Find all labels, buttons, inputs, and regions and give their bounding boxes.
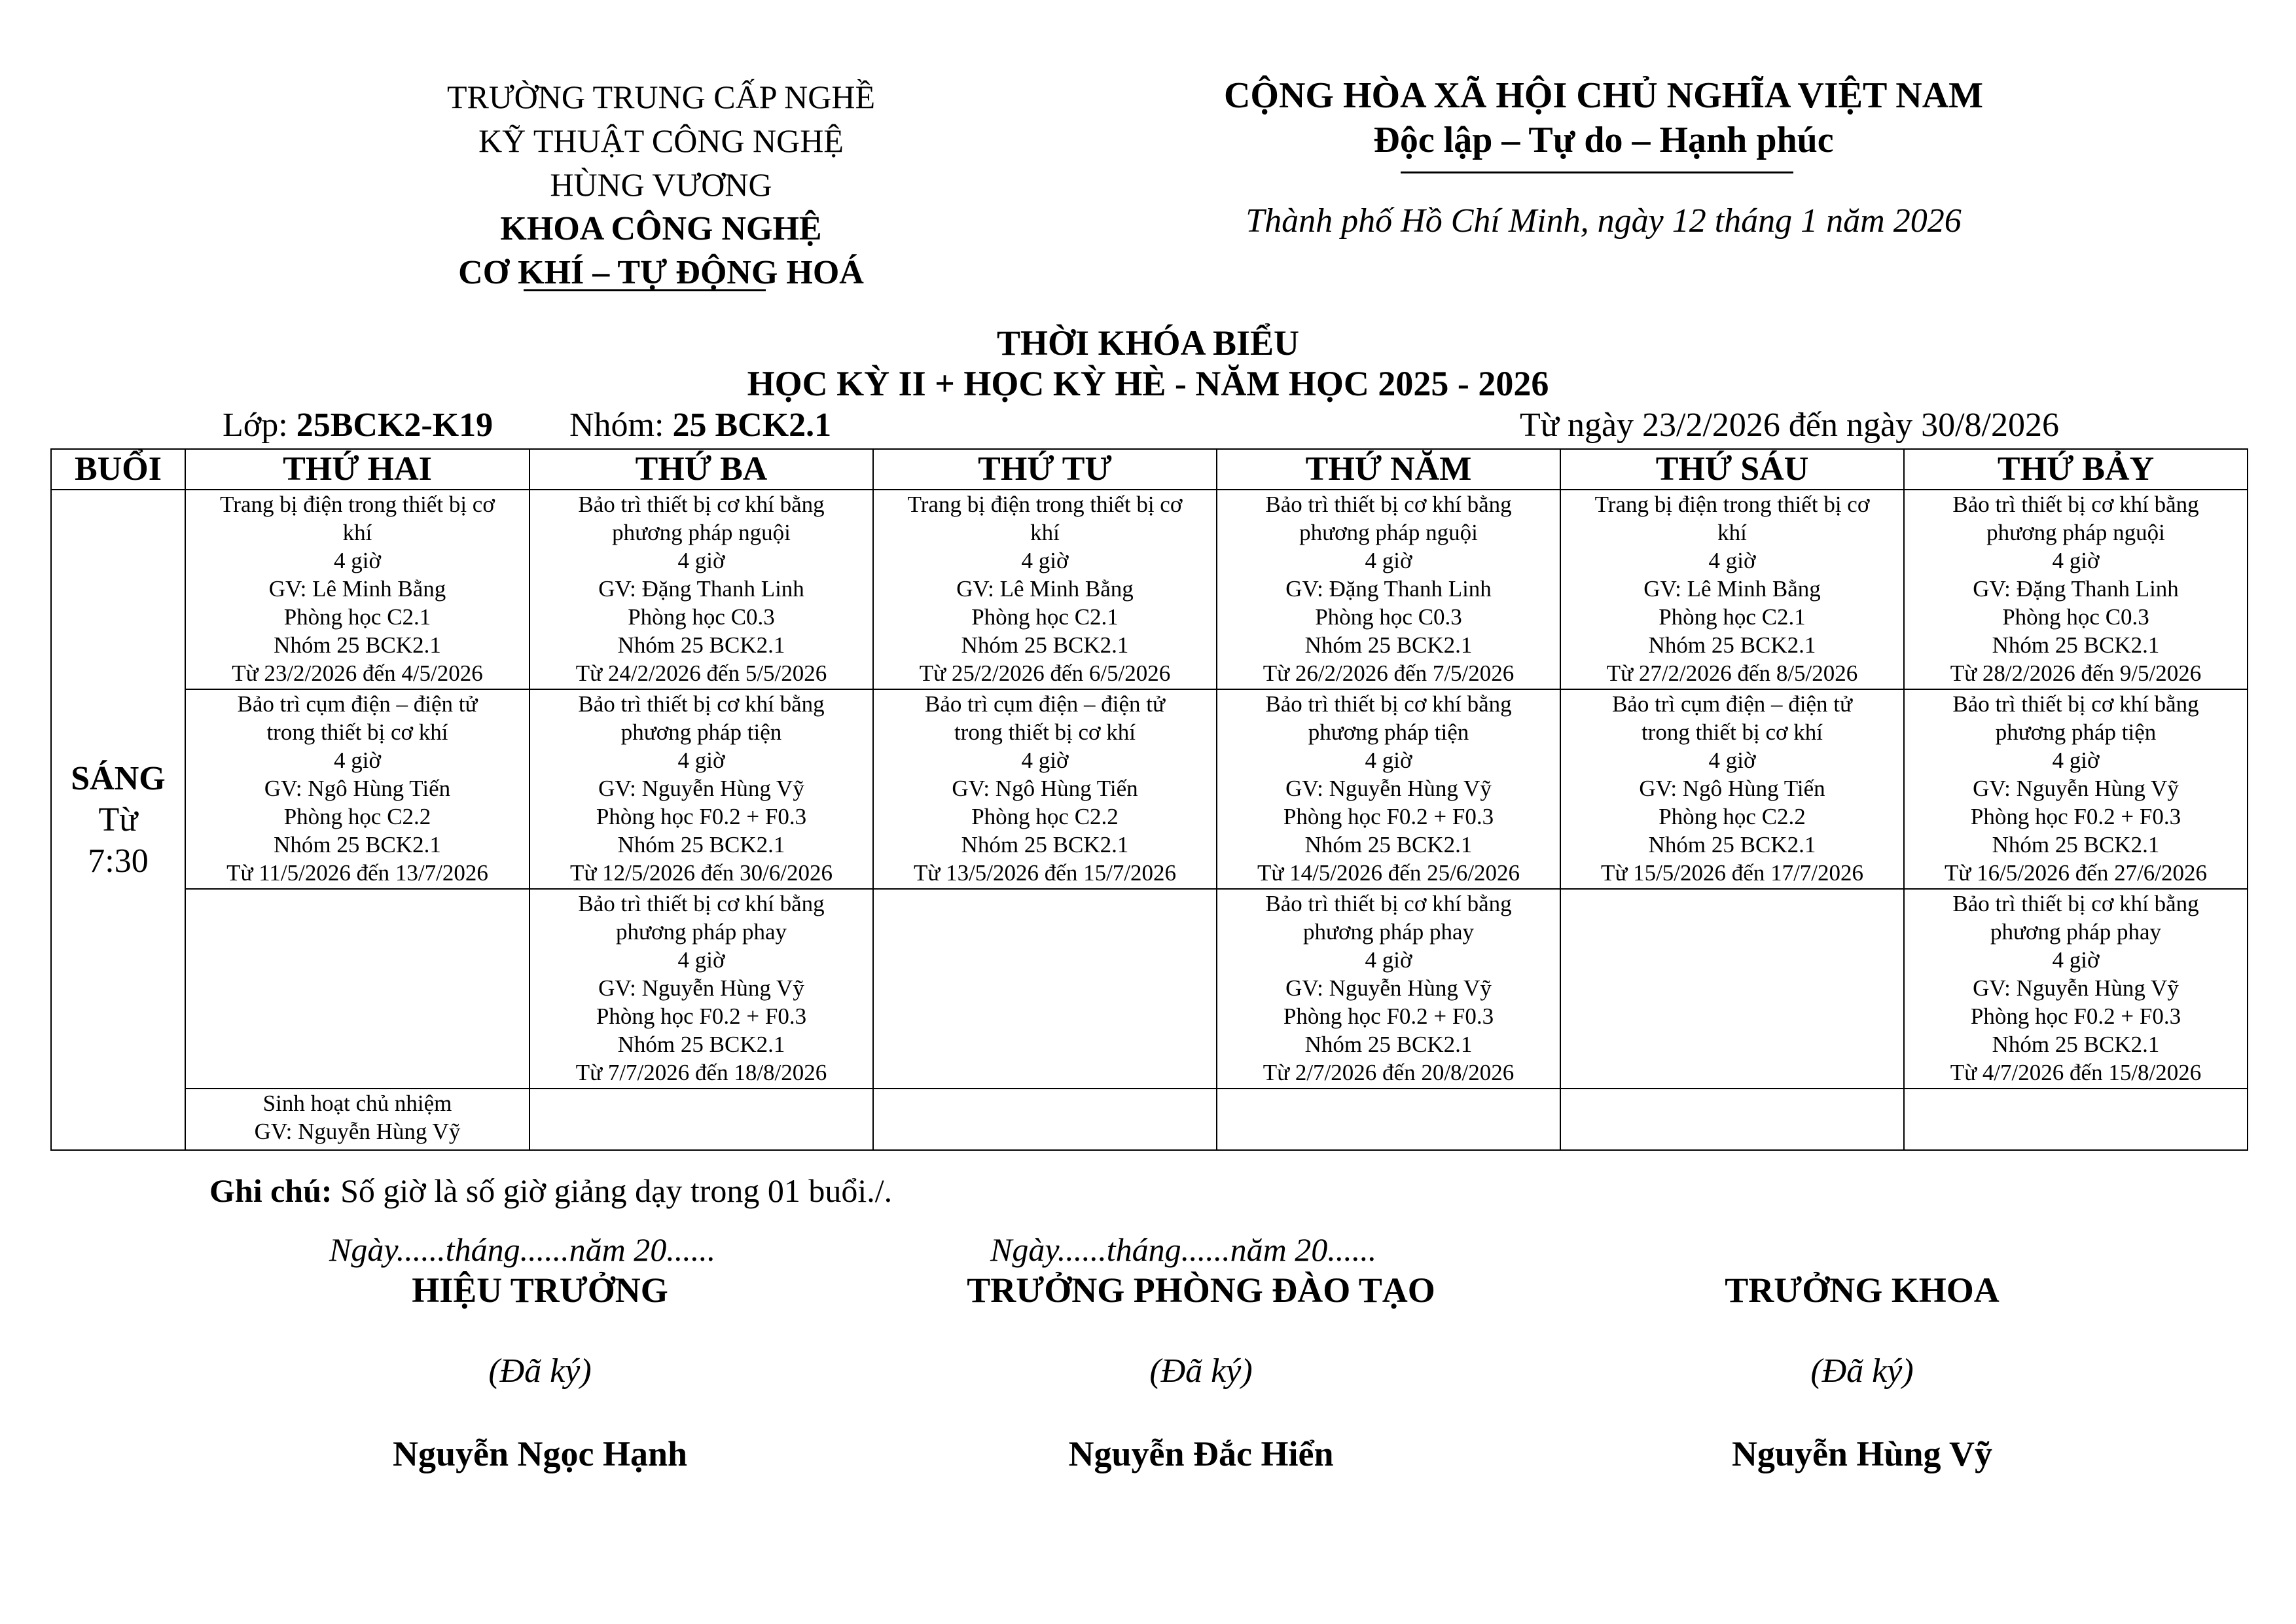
- schedule-cell-thu-ba: [529, 1089, 873, 1150]
- schedule-line: GV: Lê Minh Bằng: [1643, 576, 1821, 602]
- schedule-line: Phòng học F0.2 + F0.3: [1970, 804, 2181, 829]
- group-info: [569, 406, 831, 444]
- schedule-line: GV: Nguyễn Hùng Vỹ: [1973, 776, 2179, 801]
- schedule-line: Phòng học F0.2 + F0.3: [1283, 1003, 1494, 1029]
- schedule-cell-thu-ba: [529, 689, 873, 889]
- school-name-line-1: TRƯỜNG TRUNG CẤP NGHỀ: [446, 79, 876, 115]
- schedule-line: Bảo trì thiết bị cơ khí bằng: [1952, 891, 2199, 916]
- schedule-line: Phòng học C2.1: [971, 604, 1119, 630]
- schedule-line: 4 giờ: [2052, 548, 2100, 573]
- schedule-line: Từ 16/5/2026 đến 27/6/2026: [1944, 860, 2208, 886]
- schedule-line: Phòng học C2.2: [283, 804, 431, 829]
- schedule-line: Bảo trì thiết bị cơ khí bằng: [1952, 691, 2199, 717]
- schedule-line: phương pháp tiện: [620, 719, 782, 745]
- schedule-line: Từ 26/2/2026 đến 7/5/2026: [1263, 660, 1515, 686]
- signature-title-principal: HIỆU TRƯỞNG: [412, 1271, 668, 1310]
- schedule-line: Phòng học F0.2 + F0.3: [596, 1003, 807, 1029]
- schedule-line: Nhóm 25 BCK2.1: [274, 832, 441, 857]
- schedule-line: GV: Ngô Hùng Tiến: [952, 776, 1138, 801]
- schedule-line: Phòng học C0.3: [2002, 604, 2149, 630]
- schedule-line: Nhóm 25 BCK2.1: [1992, 632, 2160, 658]
- schedule-line: Bảo trì thiết bị cơ khí bằng: [1265, 891, 1512, 916]
- schedule-line: Sinh hoạt chủ nhiệm: [262, 1091, 452, 1116]
- schedule-line: GV: Ngô Hùng Tiến: [264, 776, 451, 801]
- schedule-line: Nhóm 25 BCK2.1: [1648, 632, 1816, 658]
- schedule-line: Từ 2/7/2026 đến 20/8/2026: [1263, 1060, 1515, 1085]
- schedule-line: trong thiết bị cơ khí: [954, 719, 1136, 745]
- group-value: 25 BCK2.1: [672, 406, 832, 444]
- schedule-line: Bảo trì thiết bị cơ khí bằng: [578, 492, 825, 517]
- schedule-line: Từ 25/2/2026 đến 6/5/2026: [919, 660, 1171, 686]
- faculty-line-2: CƠ KHÍ – TỰ ĐỘNG HOÁ: [458, 254, 864, 291]
- document-title: [0, 323, 2296, 404]
- schedule-line: Nhóm 25 BCK2.1: [617, 1032, 785, 1057]
- schedule-line: GV: Đặng Thanh Linh: [1973, 576, 2179, 602]
- schedule-line: Bảo trì thiết bị cơ khí bằng: [578, 891, 825, 916]
- motto-underline: [1401, 171, 1793, 173]
- header-thu-nam: THỨ NĂM: [1217, 449, 1560, 490]
- schedule-line: Nhóm 25 BCK2.1: [1304, 632, 1473, 658]
- timetable-row: [51, 1089, 2248, 1150]
- schedule-line: phương pháp nguội: [1299, 520, 1478, 545]
- schedule-line: 4 giờ: [1708, 548, 1756, 573]
- schedule-line: 4 giờ: [334, 748, 381, 773]
- nation-block: [1178, 73, 2029, 162]
- header-thu-ba: THỨ BA: [529, 449, 873, 490]
- schedule-line: Từ 14/5/2026 đến 25/6/2026: [1257, 860, 1520, 886]
- schedule-cell-thu-tu: [873, 689, 1217, 889]
- schedule-line: Bảo trì cụm điện – điện tử: [1612, 691, 1852, 717]
- signature-name-dean: Nguyễn Hùng Vỹ: [1731, 1434, 1993, 1473]
- schedule-line: trong thiết bị cơ khí: [1641, 719, 1823, 745]
- schedule-line: trong thiết bị cơ khí: [266, 719, 448, 745]
- schedule-line: 4 giờ: [677, 548, 725, 573]
- schedule-cell-thu-sau: [1560, 490, 1904, 689]
- signature-date-1: Ngày......tháng......năm 20......: [329, 1231, 716, 1268]
- schedule-cell-thu-tu: [873, 1089, 1217, 1150]
- signature-title-dean: TRƯỞNG KHOA: [1725, 1271, 2000, 1310]
- schedule-line: Bảo trì cụm điện – điện tử: [925, 691, 1165, 717]
- schedule-line: GV: Nguyễn Hùng Vỹ: [254, 1119, 461, 1144]
- schedule-line: 4 giờ: [1021, 748, 1069, 773]
- schedule-line: Từ 27/2/2026 đến 8/5/2026: [1606, 660, 1858, 686]
- schedule-line: GV: Nguyễn Hùng Vỹ: [1285, 975, 1492, 1001]
- schedule-line: phương pháp phay: [1990, 919, 2162, 945]
- schedule-cell-thu-nam: [1217, 490, 1560, 689]
- schedule-line: phương pháp tiện: [1308, 719, 1469, 745]
- header-thu-bay: THỨ BẢY: [1904, 449, 2248, 490]
- schedule-cell-thu-nam: [1217, 689, 1560, 889]
- schedule-line: Nhóm 25 BCK2.1: [1648, 832, 1816, 857]
- schedule-line: Phòng học C2.1: [1659, 604, 1806, 630]
- schedule-cell-thu-sau: [1560, 689, 1904, 889]
- schedule-line: GV: Đặng Thanh Linh: [598, 576, 804, 602]
- schedule-line: 4 giờ: [1365, 748, 1412, 773]
- class-label: Lớp:: [223, 406, 288, 444]
- header-thu-hai: THỨ HAI: [185, 449, 529, 490]
- title-line-2: HỌC KỲ II + HỌC KỲ HÈ - NĂM HỌC 2025 - 2026: [747, 364, 1549, 403]
- schedule-line: Bảo trì thiết bị cơ khí bằng: [1265, 691, 1512, 717]
- schedule-cell-thu-hai: [185, 1089, 529, 1150]
- schedule-cell-thu-hai: [185, 689, 529, 889]
- session-cell: [51, 490, 185, 1150]
- note-label: Ghi chú:: [209, 1172, 332, 1209]
- schedule-line: GV: Nguyễn Hùng Vỹ: [1973, 975, 2179, 1001]
- signature-title-training: TRƯỞNG PHÒNG ĐÀO TẠO: [967, 1271, 1435, 1310]
- schedule-line: phương pháp nguội: [1986, 520, 2165, 545]
- signature-signed-dean: (Đã ký): [1810, 1352, 1914, 1390]
- schedule-line: Phòng học F0.2 + F0.3: [596, 804, 807, 829]
- schedule-line: GV: Nguyễn Hùng Vỹ: [598, 776, 804, 801]
- schedule-cell-thu-ba: [529, 889, 873, 1089]
- group-label: Nhóm:: [569, 406, 664, 444]
- schedule-line: Phòng học C2.1: [283, 604, 431, 630]
- schedule-line: Từ 4/7/2026 đến 15/8/2026: [1950, 1060, 2202, 1085]
- schedule-cell-thu-nam: [1217, 1089, 1560, 1150]
- note-text: Số giờ là số giờ giảng dạy trong 01 buổi./.: [332, 1172, 893, 1209]
- schedule-line: Phòng học F0.2 + F0.3: [1283, 804, 1494, 829]
- schedule-line: Từ 15/5/2026 đến 17/7/2026: [1600, 860, 1864, 886]
- schedule-line: 4 giờ: [677, 748, 725, 773]
- signature-signed-training: (Đã ký): [1149, 1352, 1253, 1390]
- school-name-line-3: HÙNG VƯƠNG: [550, 166, 772, 203]
- schedule-line: Phòng học C0.3: [628, 604, 775, 630]
- schedule-line: Nhóm 25 BCK2.1: [617, 632, 785, 658]
- schedule-line: 4 giờ: [1708, 748, 1756, 773]
- schedule-line: Từ 28/2/2026 đến 9/5/2026: [1950, 660, 2202, 686]
- schedule-line: Bảo trì thiết bị cơ khí bằng: [1265, 492, 1512, 517]
- session-time: 7:30: [88, 842, 149, 880]
- schedule-line: Trang bị điện trong thiết bị cơ: [907, 492, 1183, 517]
- schedule-line: Bảo trì thiết bị cơ khí bằng: [578, 691, 825, 717]
- timetable-row: [51, 490, 2248, 689]
- schedule-line: Trang bị điện trong thiết bị cơ: [1594, 492, 1870, 517]
- faculty-line-1: KHOA CÔNG NGHỆ: [500, 210, 822, 247]
- schedule-line: Nhóm 25 BCK2.1: [1992, 1032, 2160, 1057]
- timetable-header-row: [51, 449, 2248, 490]
- schedule-line: GV: Đặng Thanh Linh: [1285, 576, 1492, 602]
- school-underline: [524, 289, 766, 291]
- schedule-cell-thu-sau: [1560, 889, 1904, 1089]
- schedule-cell-thu-bay: [1904, 889, 2248, 1089]
- schedule-line: Từ 11/5/2026 đến 13/7/2026: [226, 860, 488, 886]
- schedule-line: Nhóm 25 BCK2.1: [617, 832, 785, 857]
- schedule-line: Nhóm 25 BCK2.1: [961, 632, 1129, 658]
- schedule-line: GV: Nguyễn Hùng Vỹ: [598, 975, 804, 1001]
- timetable-row: [51, 889, 2248, 1089]
- schedule-line: 4 giờ: [1021, 548, 1069, 573]
- schedule-line: Trang bị điện trong thiết bị cơ: [220, 492, 495, 517]
- schedule-cell-thu-tu: [873, 490, 1217, 689]
- signature-signed-principal: (Đã ký): [488, 1352, 592, 1390]
- signature-date-2: Ngày......tháng......năm 20......: [990, 1231, 1377, 1268]
- schedule-line: khí: [342, 520, 372, 545]
- schedule-cell-thu-nam: [1217, 889, 1560, 1089]
- school-name-line-2: KỸ THUẬT CÔNG NGHỆ: [478, 122, 844, 159]
- signature-name-training: Nguyễn Đắc Hiển: [1068, 1434, 1334, 1473]
- schedule-cell-thu-bay: [1904, 689, 2248, 889]
- schedule-line: Nhóm 25 BCK2.1: [1992, 832, 2160, 857]
- place-date: Thành phố Hồ Chí Minh, ngày 12 tháng 1 năm 2026: [1246, 202, 1962, 240]
- class-info: [223, 406, 493, 444]
- schedule-line: phương pháp phay: [615, 919, 787, 945]
- schedule-line: Phòng học C0.3: [1315, 604, 1462, 630]
- schedule-line: phương pháp nguội: [612, 520, 791, 545]
- schedule-line: phương pháp phay: [1302, 919, 1475, 945]
- schedule-line: Từ 23/2/2026 đến 4/5/2026: [232, 660, 483, 686]
- schedule-line: Từ 12/5/2026 đến 30/6/2026: [569, 860, 833, 886]
- schedule-line: 4 giờ: [677, 947, 725, 973]
- nation-name: CỘNG HÒA XÃ HỘI CHỦ NGHĨA VIỆT NAM: [1223, 75, 1984, 116]
- schedule-line: Bảo trì cụm điện – điện tử: [237, 691, 478, 717]
- schedule-cell-thu-ba: [529, 490, 873, 689]
- schedule-line: 4 giờ: [1365, 548, 1412, 573]
- session-name: SÁNG: [71, 760, 166, 797]
- schedule-cell-thu-hai: [185, 490, 529, 689]
- class-value: 25BCK2-K19: [296, 406, 493, 444]
- schedule-line: khí: [1717, 520, 1747, 545]
- schedule-cell-thu-bay: [1904, 490, 2248, 689]
- timetable: [50, 448, 2248, 1151]
- nation-motto: Độc lập – Tự do – Hạnh phúc: [1373, 120, 1834, 160]
- school-block: [367, 75, 956, 295]
- schedule-line: Nhóm 25 BCK2.1: [961, 832, 1129, 857]
- schedule-line: Nhóm 25 BCK2.1: [274, 632, 441, 658]
- session-from: Từ: [98, 801, 138, 839]
- schedule-line: 4 giờ: [2052, 947, 2100, 973]
- timetable-row: [51, 689, 2248, 889]
- title-line-1: THỜI KHÓA BIỂU: [996, 323, 1300, 363]
- schedule-cell-thu-bay: [1904, 1089, 2248, 1150]
- schedule-line: Phòng học C2.2: [971, 804, 1119, 829]
- schedule-line: Bảo trì thiết bị cơ khí bằng: [1952, 492, 2199, 517]
- date-range: Từ ngày 23/2/2026 đến ngày 30/8/2026: [1520, 406, 2059, 444]
- schedule-cell-thu-sau: [1560, 1089, 1904, 1150]
- schedule-line: GV: Nguyễn Hùng Vỹ: [1285, 776, 1492, 801]
- schedule-line: 4 giờ: [334, 548, 381, 573]
- header-thu-tu: THỨ TƯ: [873, 449, 1217, 490]
- schedule-line: GV: Lê Minh Bằng: [956, 576, 1134, 602]
- schedule-line: Phòng học C2.2: [1659, 804, 1806, 829]
- schedule-cell-thu-tu: [873, 889, 1217, 1089]
- schedule-line: Từ 7/7/2026 đến 18/8/2026: [575, 1060, 827, 1085]
- schedule-line: GV: Lê Minh Bằng: [268, 576, 446, 602]
- schedule-cell-thu-hai: [185, 889, 529, 1089]
- schedule-line: Từ 13/5/2026 đến 15/7/2026: [913, 860, 1177, 886]
- schedule-line: Phòng học F0.2 + F0.3: [1970, 1003, 2181, 1029]
- note: [209, 1172, 892, 1210]
- schedule-line: GV: Ngô Hùng Tiến: [1639, 776, 1825, 801]
- signature-name-principal: Nguyễn Ngọc Hạnh: [392, 1434, 688, 1473]
- schedule-line: 4 giờ: [1365, 947, 1412, 973]
- header-buoi: BUỔI: [51, 449, 185, 490]
- header-thu-sau: THỨ SÁU: [1560, 449, 1904, 490]
- schedule-line: Nhóm 25 BCK2.1: [1304, 832, 1473, 857]
- schedule-line: khí: [1030, 520, 1060, 545]
- schedule-line: Nhóm 25 BCK2.1: [1304, 1032, 1473, 1057]
- schedule-line: Từ 24/2/2026 đến 5/5/2026: [575, 660, 827, 686]
- schedule-line: phương pháp tiện: [1995, 719, 2157, 745]
- schedule-line: 4 giờ: [2052, 748, 2100, 773]
